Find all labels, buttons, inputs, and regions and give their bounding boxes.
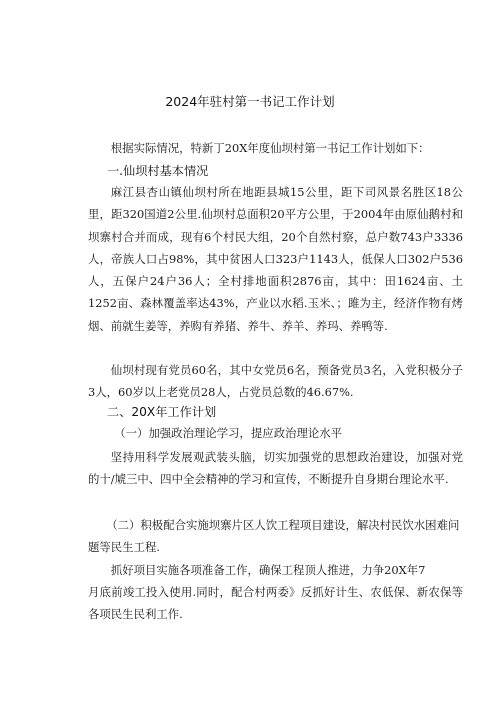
item2-heading: （二）积极配合实施坝寨片区人饮工程项目建设，解决村民饮水困难问题等民生工程. (88, 518, 460, 555)
item2-body-line1: 抓好项目实施各项准备工作，确保工程顶人推进，力争20X年7 (110, 563, 426, 577)
section1-paragraph1: 麻江县杏山镇仙坝村所在地距县城15公里，距下司风景名胜区18公里，距320国道2公里.仙坝村总面积20平方公里，于2004年由原仙鹅村和坝寨村合并而成，现有6个村民大组，20个自然村察，总户数743户3336人，帝族人口占98%，其中贫困人口323户1143人，低保人口302户536人，五保户24户36人；全村排地面积2876亩，其中：田1624亩、土1252亩、森林覆盖率达43%，产业以水稻.玉米、；雎为主，经济作物有烤烟、前就生姜等，养购有养猪、养牛、养羊、养玛、养鸭等. (88, 185, 463, 333)
document-title: 2024年驻村第一书记工作计划 (165, 94, 335, 109)
item1-body: 坚持用科学发展观武装头脑，切实加强党的思想政治建设，加强对党的十/虓三中、四中全会精神的学习和宣传，不断提升自身期台理论水平. (88, 450, 463, 487)
item1-heading: （一）加强政治理论学习，提应政治理论水平 (114, 426, 343, 440)
section1-paragraph2: 仙坝村现有党员60名，其中女党员6名，预备党员3名，入党积极分子3人，60岁以上老党员28人，占党员总数的46.67%. (88, 363, 463, 400)
item2-body-rest: 月底前竣工投入使用.同时，配合村两委》反抓好计生、农低保、新农保等各项民生民利工作. (88, 585, 463, 622)
intro-paragraph: 根据实际情况，特新丁20X年度仙坝村第一书记工作计划如下： (110, 141, 430, 155)
section1-heading: 一.仙坝村基本情况 (107, 164, 209, 178)
section2-heading: 二、20X年工作计划 (107, 405, 217, 419)
